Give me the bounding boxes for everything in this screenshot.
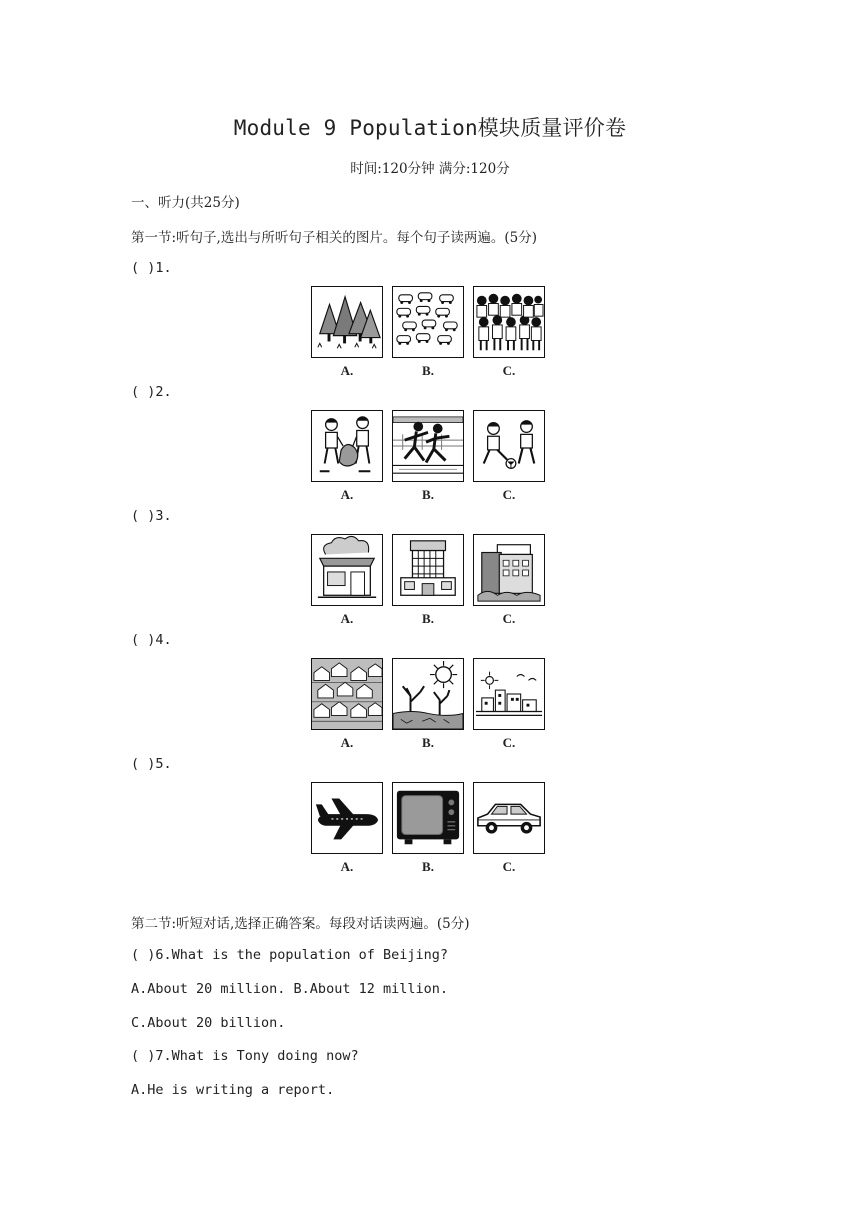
option-b-label: B. [422, 611, 434, 626]
hospital-building-icon [473, 534, 545, 606]
question-5-picture-options [311, 782, 551, 872]
option-b-label: B. [422, 859, 434, 874]
question-4-picture-options [311, 658, 551, 748]
question-7-option-a: A.He is writing a report. [131, 1082, 335, 1098]
part2-instruction: 第二节:听短对话,选择正确答案。每段对话读两遍。(5分) [131, 916, 470, 932]
traffic-cars-icon [392, 286, 464, 358]
question-5-marker: ( )5. [131, 756, 172, 772]
question-6-option-c: C.About 20 billion. [131, 1015, 286, 1031]
option-a-label: A. [340, 735, 354, 750]
option-a-label: A. [340, 859, 354, 874]
exam-time-and-score: 时间:120分钟 满分:120分 [350, 161, 510, 177]
option-a-label: A. [340, 611, 354, 626]
question-2-picture-options [311, 410, 551, 500]
plane-icon [311, 782, 383, 854]
option-c-label: C. [502, 735, 516, 750]
bank-building-icon [392, 534, 464, 606]
part1-instruction: 第一节:听句子,选出与所听句子相关的图片。每个句子读两遍。(5分) [131, 230, 537, 246]
forest-icon [311, 286, 383, 358]
page-title: Module 9 Population模块质量评价卷 [233, 116, 627, 140]
option-c-label: C. [502, 611, 516, 626]
dry-land-dead-trees-icon [392, 658, 464, 730]
question-2-marker: ( )2. [131, 384, 172, 400]
question-6-stem: ( )6.What is the population of Beijing? [131, 947, 448, 963]
question-4-marker: ( )4. [131, 632, 172, 648]
small-town-icon [473, 658, 545, 730]
option-c-label: C. [502, 859, 516, 874]
kids-playing-football-icon [473, 410, 545, 482]
section-heading-listening: 一、听力(共25分) [131, 195, 240, 211]
option-a-label: A. [340, 363, 354, 378]
option-b-label: B. [422, 363, 434, 378]
option-c-label: C. [502, 363, 516, 378]
question-6-options-ab: A.About 20 million. B.About 12 million. [131, 981, 448, 997]
kids-picking-up-rubbish-icon [311, 410, 383, 482]
crowded-houses-icon [311, 658, 383, 730]
option-c-label: C. [502, 487, 516, 502]
question-1-picture-options [311, 286, 551, 376]
tv-icon [392, 782, 464, 854]
car-icon [473, 782, 545, 854]
question-3-picture-options [311, 534, 551, 624]
option-b-label: B. [422, 487, 434, 502]
question-3-marker: ( )3. [131, 508, 172, 524]
crowd-of-people-icon [473, 286, 545, 358]
option-a-label: A. [340, 487, 354, 502]
option-b-label: B. [422, 735, 434, 750]
question-7-stem: ( )7.What is Tony doing now? [131, 1048, 359, 1064]
shop-building-icon [311, 534, 383, 606]
question-1-marker: ( )1. [131, 260, 172, 276]
runners-racing-icon [392, 410, 464, 482]
